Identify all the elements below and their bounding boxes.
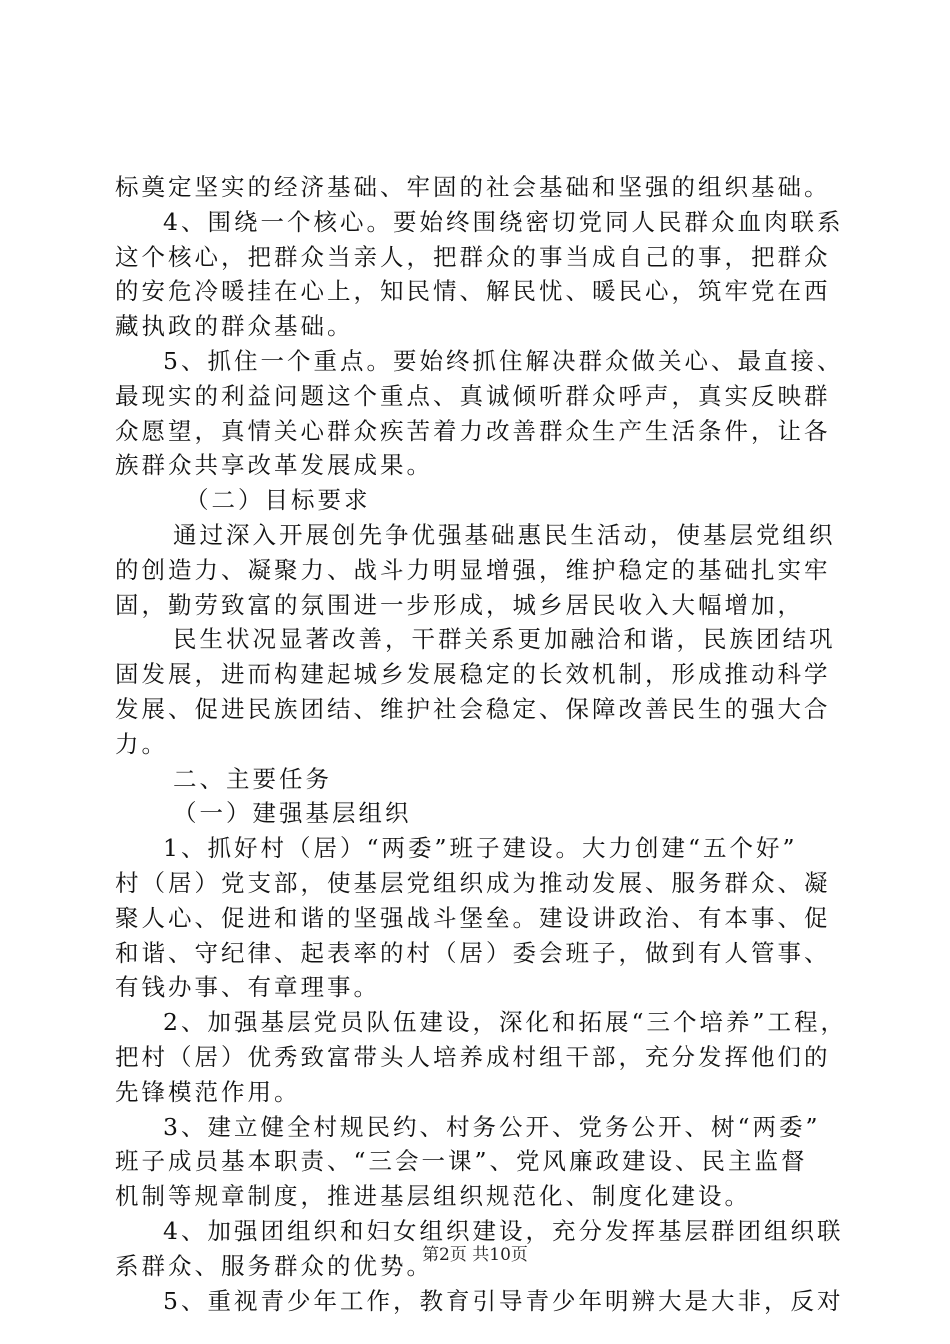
body-text bbox=[115, 170, 847, 1318]
text-line: 3、建立健全村规民约、村务公开、党务公开、树“两委” bbox=[163, 1112, 821, 1141]
text-line: 民生状况显著改善，干群关系更加融洽和谐，民族团结巩 bbox=[173, 625, 836, 654]
text-line: 把村（居）优秀致富带头人培养成村组干部，充分发挥他们的 bbox=[115, 1042, 831, 1071]
text-line: 系群众、服务群众的优势。 bbox=[115, 1251, 433, 1280]
text-line: 力。 bbox=[115, 729, 168, 758]
text-line: 的创造力、凝聚力、战斗力明显增强，维护稳定的基础扎实牢 bbox=[115, 555, 831, 584]
text-line: 2、加强基层党员队伍建设，深化和拓展“三个培养”工程， bbox=[163, 1008, 847, 1037]
text-line: 5、抓住一个重点。要始终抓住解决群众做关心、最直接、 bbox=[163, 346, 844, 375]
text-line: 族群众共享改革发展成果。 bbox=[115, 451, 433, 480]
section-heading: （一）建强基层组织 bbox=[173, 799, 412, 828]
text-line: 4、围绕一个核心。要始终围绕密切党同人民群众血肉联系 bbox=[163, 207, 844, 236]
text-line: 藏执政的群众基础。 bbox=[115, 312, 354, 341]
text-line: 发展、促进民族团结、维护社会稳定、保障改善民生的强大合 bbox=[115, 694, 831, 723]
text-line: 机制等规章制度，推进基层组织规范化、制度化建设。 bbox=[115, 1182, 751, 1211]
text-line: 最现实的利益问题这个重点、真诚倾听群众呼声，真实反映群 bbox=[115, 381, 831, 410]
text-line: 班子成员基本职责、“三会一课”、党风廉政建设、民主监督 bbox=[115, 1147, 808, 1176]
section-heading: 二、主要任务 bbox=[173, 764, 332, 793]
text-line: 1、抓好村（居）“两委”班子建设。大力创建“五个好” bbox=[163, 834, 798, 863]
text-line: 固发展，进而构建起城乡发展稳定的长效机制，形成推动科学 bbox=[115, 660, 831, 689]
text-line: 和谐、守纪律、起表率的村（居）委会班子，做到有人管事、 bbox=[115, 938, 831, 967]
text-line: 的安危冷暖挂在心上，知民情、解民忧、暖民心，筑牢党在西 bbox=[115, 277, 831, 306]
page-footer: 第2页 共10页 bbox=[422, 1245, 528, 1265]
text-line: 众愿望，真情关心群众疾苦着力改善群众生产生活条件，让各 bbox=[115, 416, 831, 445]
text-line: 这个核心，把群众当亲人，把群众的事当成自己的事，把群众 bbox=[115, 242, 831, 271]
text-line: 先锋模范作用。 bbox=[115, 1077, 301, 1106]
text-line: 通过深入开展创先争优强基础惠民生活动，使基层党组织 bbox=[173, 520, 836, 549]
section-heading: （二）目标要求 bbox=[185, 486, 371, 515]
text-line: 标奠定坚实的经济基础、牢固的社会基础和坚强的组织基础。 bbox=[115, 173, 831, 201]
text-line: 固，勤劳致富的氛围进一步形成，城乡居民收入大幅增加， bbox=[115, 590, 804, 619]
text-line: 有钱办事、有章理事。 bbox=[115, 973, 380, 1002]
text-line: 聚人心、促进和谐的坚强战斗堡垒。建设讲政治、有本事、促 bbox=[115, 903, 831, 932]
text-line: 5、重视青少年工作，教育引导青少年明辨大是大非，反对 bbox=[163, 1286, 844, 1315]
text-line: 4、加强团组织和妇女组织建设，充分发挥基层群团组织联 bbox=[163, 1216, 844, 1245]
text-line: 村（居）党支部，使基层党组织成为推动发展、服务群众、凝 bbox=[115, 868, 831, 897]
